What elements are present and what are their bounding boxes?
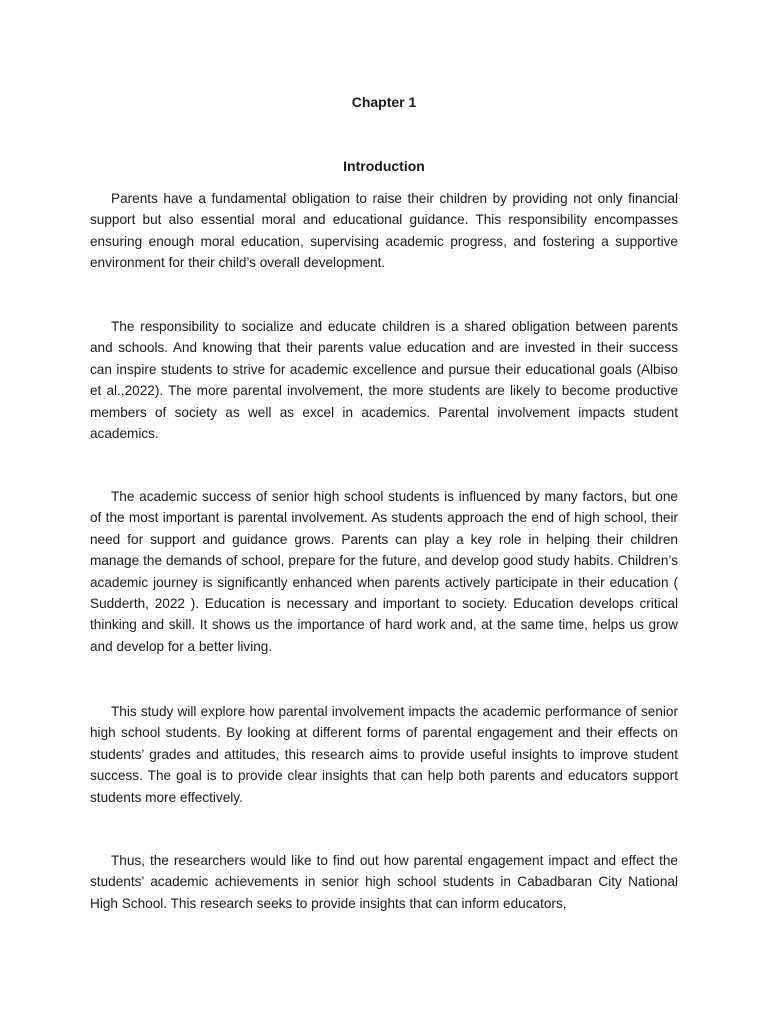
paragraph: Thus, the researchers would like to find out how parental engagement impact and effect the students’ academic achievements in senior high school students in Cabadbaran City National High School. This research seeks to provide insights that can inform educators, [90,853,678,911]
section-heading: Introduction [343,158,425,174]
chapter-title: Chapter 1 [351,94,417,110]
paragraph: This study will explore how parental involvement impacts the academic performance of senior high school students. By looking at different forms of parental engagement and their effects on students’ grades and attitudes, this research aims to provide useful insights to improve student success. The goal is to provide clear insights that can help both parents and educators support students more effectively. [90,704,678,805]
paragraph: The academic success of senior high school students is influenced by many factors, but one of the most important is parental involvement. As students approach the end of high school, their need for support and guidance grows. Parents can play a key role in helping their children manage the demands of school, prepare for the future, and develop good study habits. Children’s academic journey is significantly enhanced when parents actively participate in their education ( Sudderth, 2022 ). Education is necessary and important to society. Education develops critical thinking and skill. It shows us the importance of hard work and, at the same time, helps us grow and develop for a better living. [90,489,678,654]
paragraph: The responsibility to socialize and educate children is a shared obligation between parents and schools. And knowing that their parents value education and are invested in their success can inspire students to strive for academic excellence and pursue their educational goals (Albiso et al.,2022). The more parental involvement, the more students are likely to become productive members of society as well as excel in academics. Parental involvement impacts student academics. [90,319,678,442]
paragraph: Parents have a fundamental obligation to raise their children by providing not only financial support but also essential moral and educational guidance. This responsibility encompasses ensuring enough moral education, supervising academic progress, and fostering a supportive environment for their child’s overall development. [90,191,678,271]
